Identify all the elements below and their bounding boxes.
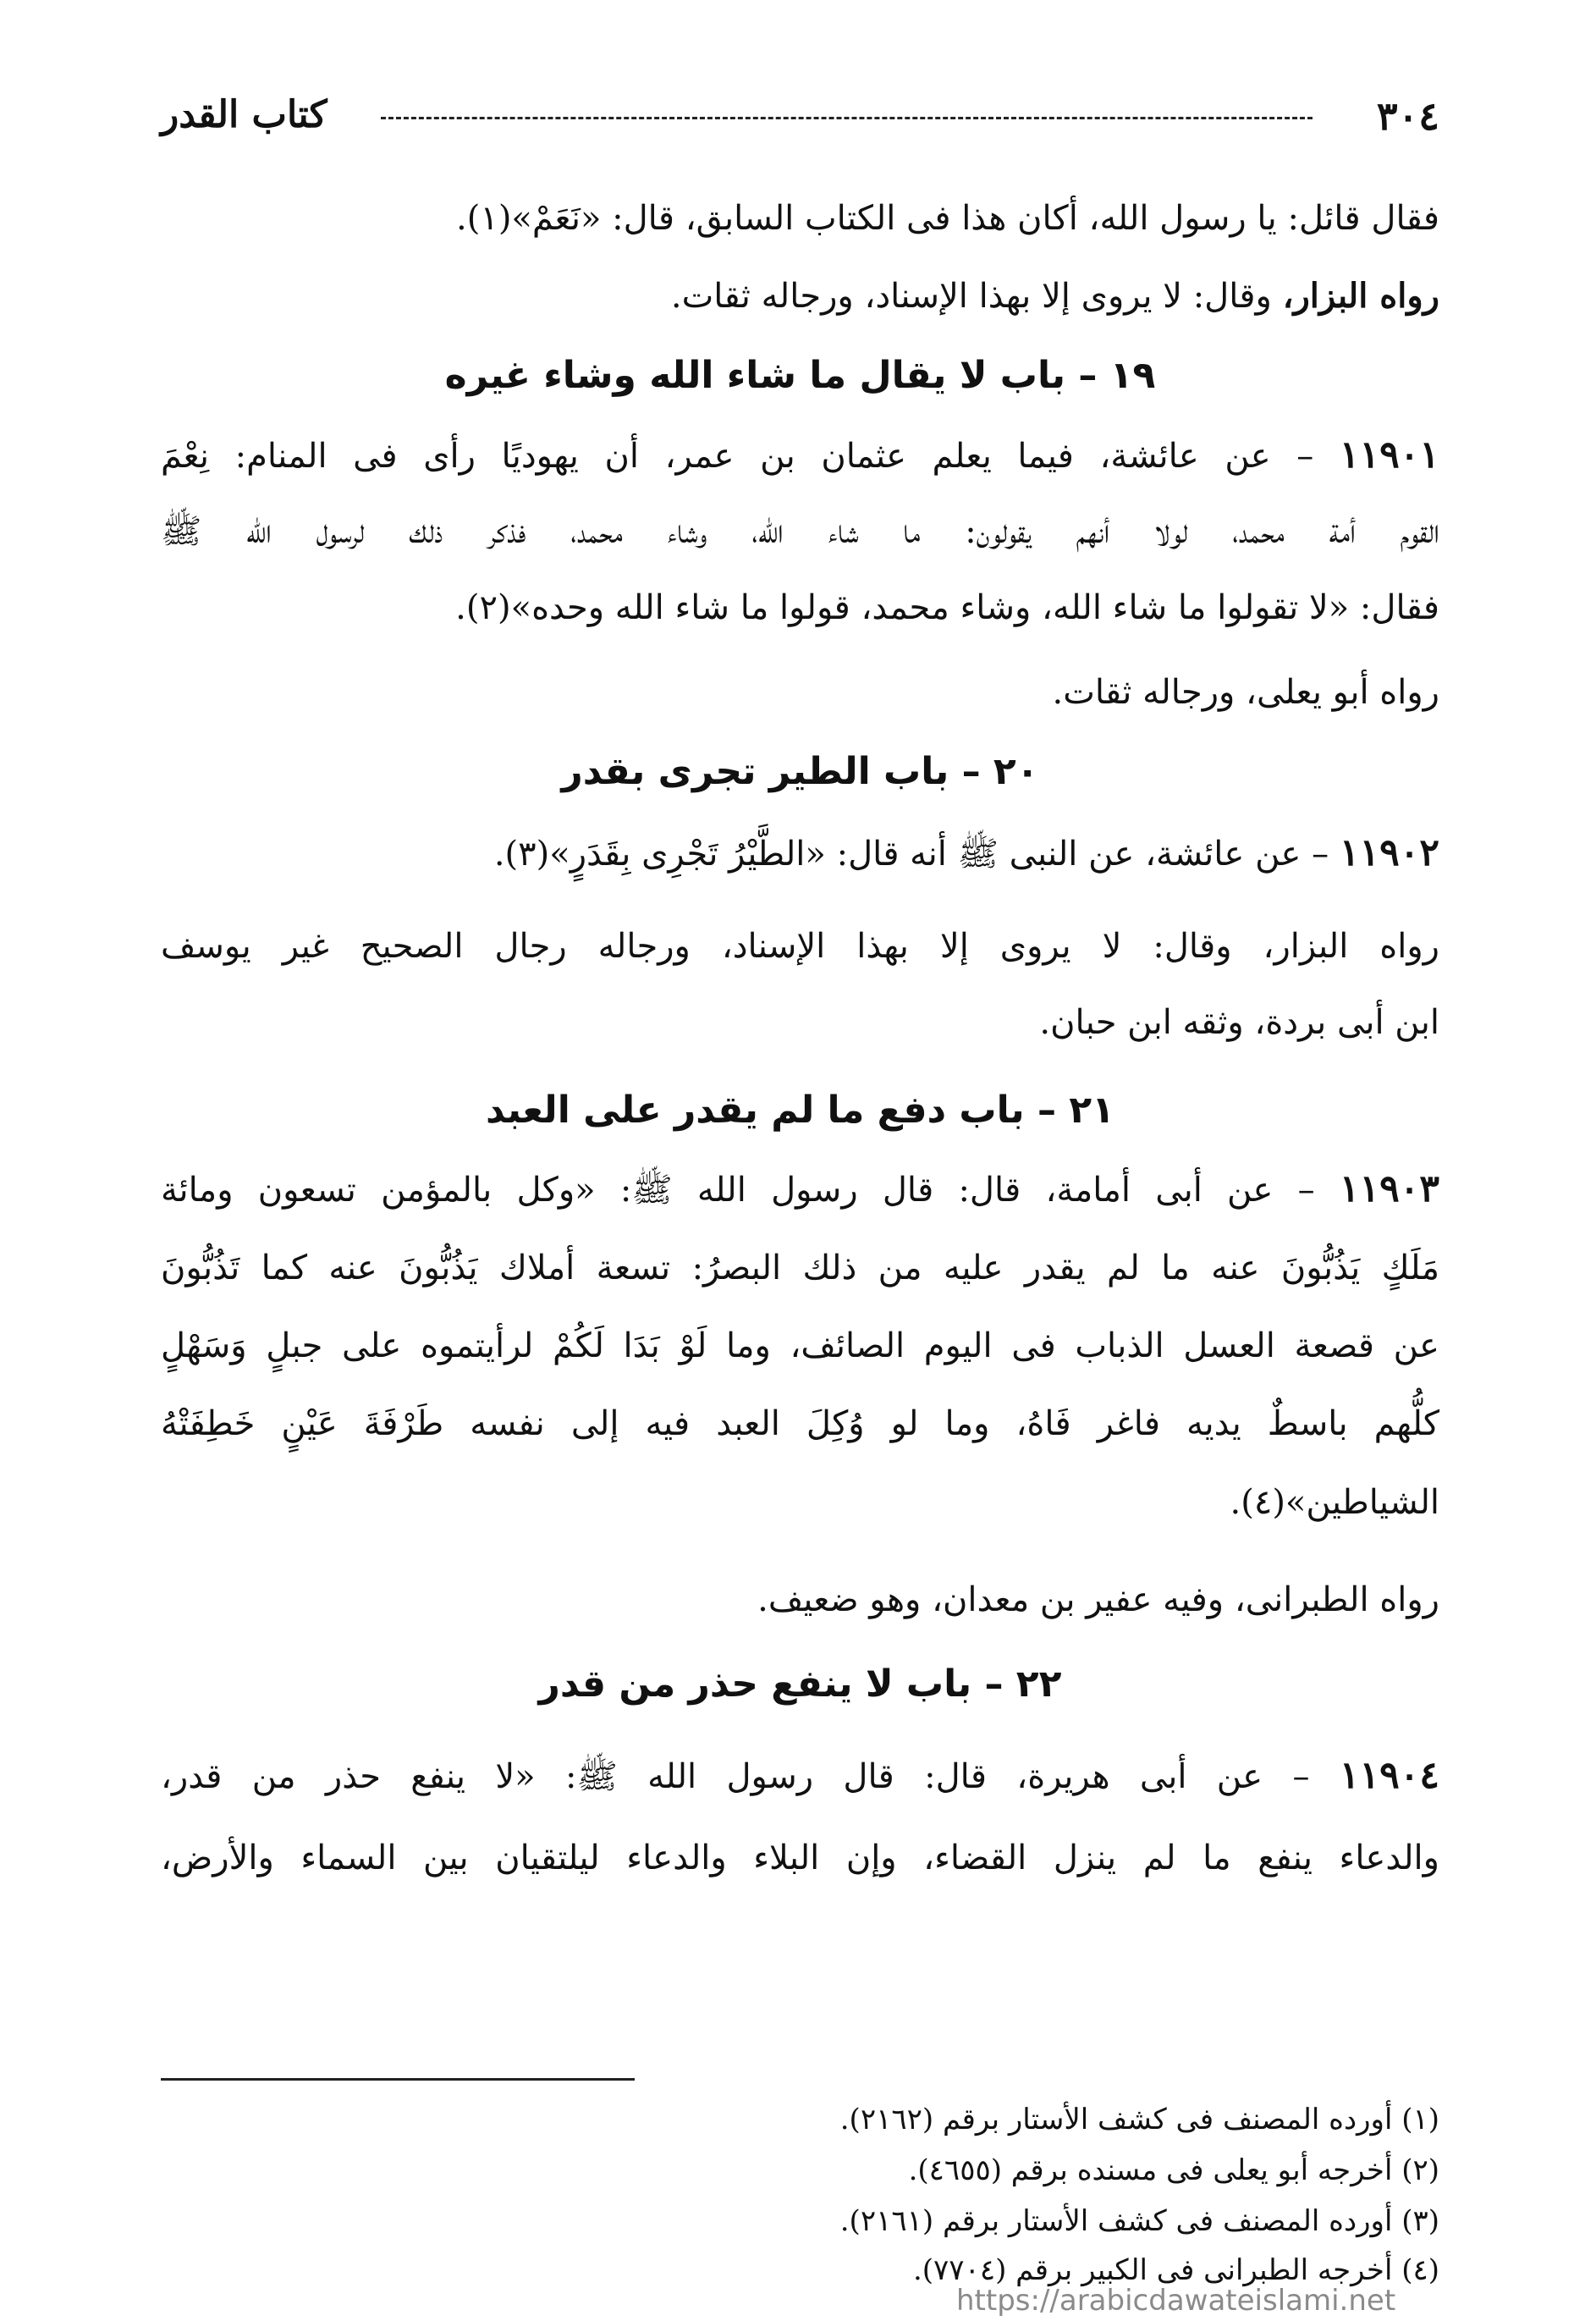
hadith-11903-line-1 xyxy=(161,1164,1439,1216)
source-text: وقال: لا يروى إلا بهذا الإسناد، ورجاله ثقات. xyxy=(670,277,1283,316)
source-line xyxy=(161,271,1439,322)
running-title: كتاب القدر xyxy=(161,93,327,136)
chapter-heading-19: ١٩ – باب لا يقال ما شاء الله وشاء غيره xyxy=(444,354,1156,397)
hadith-text: – عن عائشة، عن النبى ﷺ أنه قال: «الطَّيْرُ تَجْرِى بِقَدَرٍ»(٣). xyxy=(493,835,1340,874)
watermark-url: https://arabicdawateislami.net xyxy=(956,2284,1396,2318)
header-dashed-rule xyxy=(381,117,1313,119)
hadith-11903-line-2: مَلَكٍ يَذُبُّونَ عنه ما لم يقدر عليه من ذلك البصرُ: تسعة أملاك يَذُبُّونَ عنه كما تَذُبُّونَ xyxy=(161,1249,1439,1287)
source-line: رواه البزار، وقال: لا يروى إلا بهذا الإسناد، ورجاله رجال الصحيح غير يوسف xyxy=(161,927,1439,966)
source-line: رواه الطبرانى، وفيه عفير بن معدان، وهو ضعيف. xyxy=(757,1580,1439,1619)
page-header xyxy=(161,91,1439,151)
hadith-text: – عن أبى هريرة، قال: قال رسول الله ﷺ: «لا ينفع حذر من قدر، xyxy=(161,1757,1340,1796)
hadith-text: – عن أبى أمامة، قال: قال رسول الله ﷺ: «وكل بالمؤمن تسعون ومائة xyxy=(161,1171,1340,1210)
footnote-4: (٤) أخرجه الطبرانى فى الكبير برقم (٧٧٠٤). xyxy=(912,2253,1439,2287)
page-number: ٣٠٤ xyxy=(1376,93,1439,139)
chapter-heading-22: ٢٢ – باب لا ينفع حذر من قدر xyxy=(538,1662,1062,1706)
hadith-number: ١١٩٠١ xyxy=(1339,433,1439,477)
text-line: فقال قائل: يا رسول الله، أكان هذا فى الكتاب السابق، قال: «نَعَمْ»(١). xyxy=(456,199,1439,238)
hadith-number: ١١٩٠٣ xyxy=(1339,1167,1439,1210)
hadith-11901-line-1 xyxy=(161,430,1439,482)
hadith-11903-line-4: كلُّهم باسطٌ يديه فاغر فَاهُ، وما لو وُكِلَ العبد فيه إلى نفسه طَرْفَةَ عَيْنٍ خَطِفَتْهُ xyxy=(161,1404,1439,1443)
source-line: رواه أبو يعلى، ورجاله ثقات. xyxy=(1052,673,1439,712)
hadith-11904-line-2: والدعاء ينفع ما لم ينزل القضاء، وإن البلاء والدعاء ليلتقيان بين السماء والأرض، xyxy=(161,1839,1439,1877)
footnote-1: (١) أورده المصنف فى كشف الأستار برقم (٢١٦٢). xyxy=(839,2103,1439,2136)
hadith-number: ١١٩٠٤ xyxy=(1339,1754,1439,1797)
footnote-rule xyxy=(161,2078,635,2081)
footnote-2: (٢) أخرجه أبو يعلى فى مسنده برقم (٤٦٥٥). xyxy=(908,2153,1439,2187)
hadith-11901-line-3: فقال: «لا تقولوا ما شاء الله، وشاء محمد، قولوا ما شاء الله وحده»(٢). xyxy=(455,588,1439,627)
hadith-11902-line-1 xyxy=(161,828,1439,879)
hadith-11903-line-3: عن قصعة العسل الذباب فى اليوم الصائف، وما لَوْ بَدَا لَكُمْ لرأيتموه على جبلٍ وَسَهْلٍ xyxy=(161,1326,1439,1365)
chapter-heading-21: ٢١ – باب دفع ما لم يقدر على العبد xyxy=(485,1089,1115,1132)
chapter-heading-20: ٢٠ – باب الطير تجرى بقدر xyxy=(561,750,1039,793)
hadith-11904-line-1 xyxy=(161,1750,1439,1802)
source-name: رواه البزار، xyxy=(1282,276,1439,316)
hadith-11903-line-5: الشياطين»(٤). xyxy=(1230,1483,1439,1522)
hadith-text: – عن عائشة، فيما يعلم عثمان بن عمر، أن يهوديًا رأى فى المنام: نِعْمَ xyxy=(161,437,1340,476)
footnote-3: (٣) أورده المصنف فى كشف الأستار برقم (٢١٦١). xyxy=(839,2204,1439,2238)
hadith-number: ١١٩٠٢ xyxy=(1339,831,1439,874)
hadith-11901-line-2: القوم أمة محمد، لولا أنهم يقولون: ما شاء الله، وشاء محمد، فذكر ذلك لرسول الله ﷺ xyxy=(161,512,1439,551)
source-line: ابن أبى بردة، وثقه ابن حبان. xyxy=(1039,1003,1439,1042)
